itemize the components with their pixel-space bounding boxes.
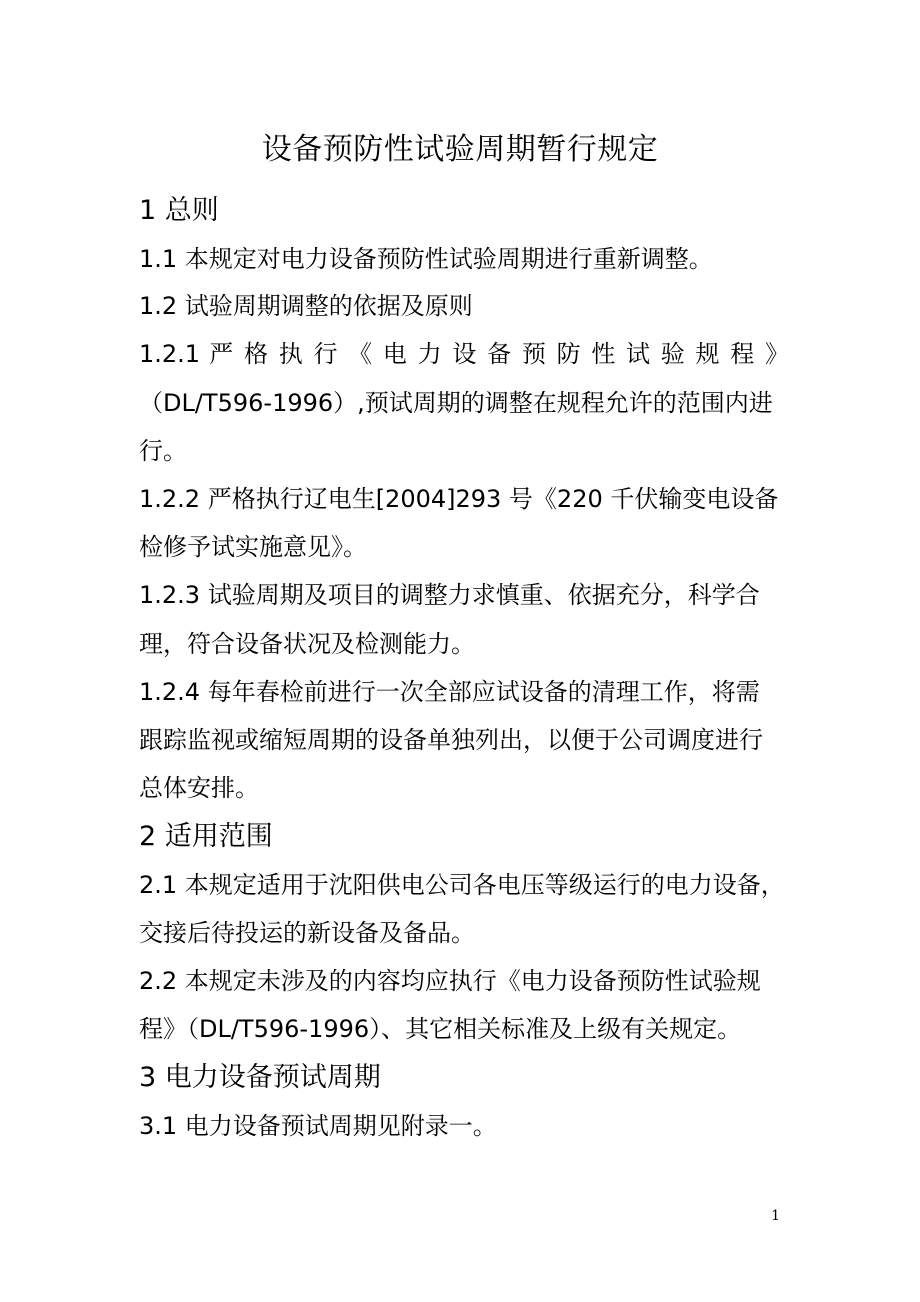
paragraph-2-1-line-1: 2.1 本规定适用于沈阳供电公司各电压等级运行的电力设备， — [139, 871, 785, 899]
paragraph-1-2-4-line-3: 总体安排。 — [139, 774, 259, 802]
section-1-heading: 1 总则 — [139, 195, 219, 226]
paragraph-2-1-line-2: 交接后待投运的新设备及备品。 — [139, 919, 475, 947]
paragraph-1-2-2-line-1: 1.2.2 严格执行辽电生[2004]293 号《220 千伏输变电设备 — [139, 485, 779, 513]
paragraph-1-2-4-line-1: 1.2.4 每年春检前进行一次全部应试设备的清理工作，将需 — [139, 678, 760, 706]
paragraph-1-2-2-line-2: 检修予试实施意见》。 — [139, 533, 367, 561]
page-number: 1 — [771, 1208, 780, 1224]
document-title: 设备预防性试验周期暂行规定 — [261, 132, 659, 167]
section-2-heading: 2 适用范围 — [139, 821, 273, 852]
paragraph-1-2-1-line-1: 1.2.1 严 格 执 行 《 电 力 设 备 预 防 性 试 验 规 程 》 — [139, 340, 789, 368]
paragraph-1-2-4-line-2: 跟踪监视或缩短周期的设备单独列出，以便于公司调度进行 — [139, 726, 763, 754]
paragraph-1-2-3-line-1: 1.2.3 试验周期及项目的调整力求慎重、依据充分，科学合 — [139, 581, 760, 609]
paragraph-3-1: 3.1 电力设备预试周期见附录一。 — [139, 1112, 497, 1140]
paragraph-1-1: 1.1 本规定对电力设备预防性试验周期进行重新调整。 — [139, 245, 713, 273]
paragraph-1-2-1-line-2: （DL/T596-1996）,预试周期的调整在规程允许的范围内进 — [139, 389, 773, 417]
section-3-heading: 3 电力设备预试周期 — [139, 1062, 381, 1093]
paragraph-1-2-3-line-2: 理，符合设备状况及检测能力。 — [139, 630, 475, 658]
paragraph-1-2-1-line-3: 行。 — [139, 437, 187, 465]
paragraph-2-2-line-1: 2.2 本规定未涉及的内容均应执行《电力设备预防性试验规 — [139, 967, 761, 995]
paragraph-1-2: 1.2 试验周期调整的依据及原则 — [139, 292, 473, 320]
paragraph-2-2-line-2: 程》（DL/T596-1996）、其它相关标准及上级有关规定。 — [139, 1015, 742, 1043]
